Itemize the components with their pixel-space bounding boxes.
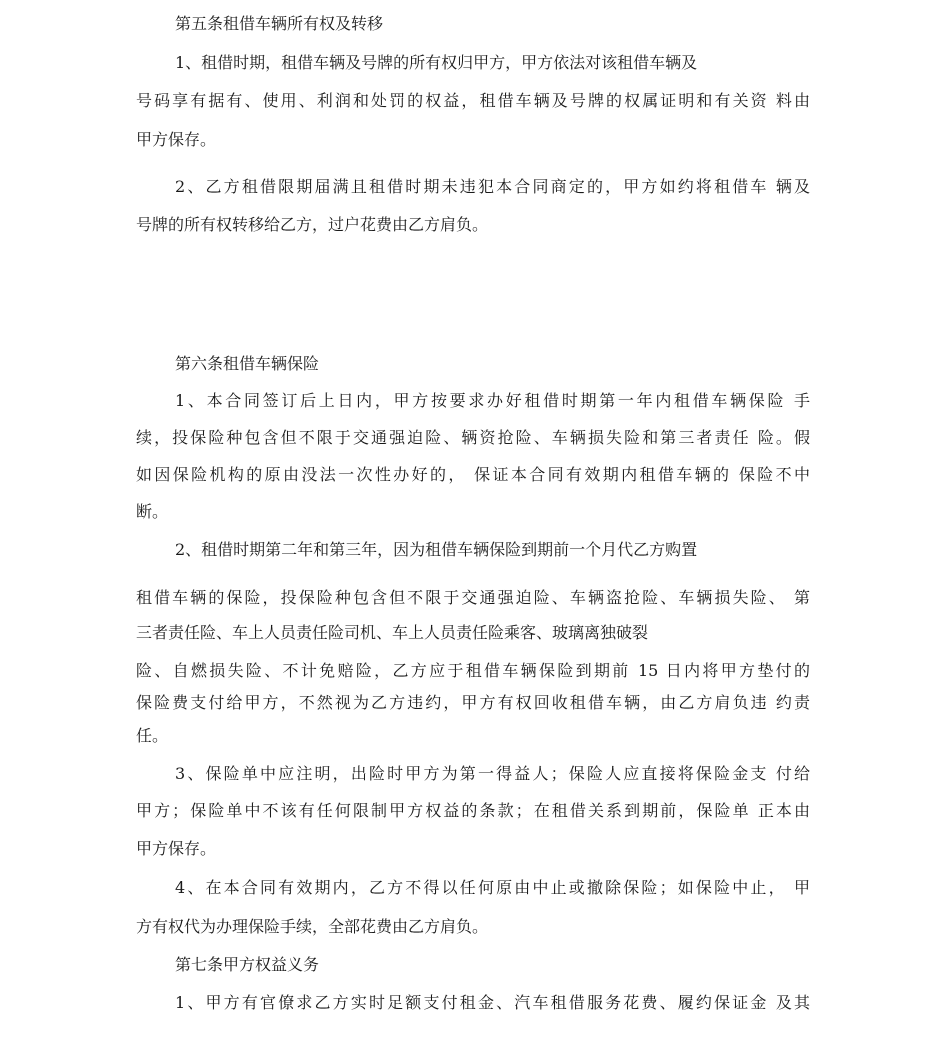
paragraph-line: 方有权代为办理保险手续，全部花费由乙方肩负。 bbox=[136, 917, 489, 936]
paragraph-line: 续，投保险种包含但不限于交通强迫险、辆资抢险、车辆损失险和第三者责任 险。假 bbox=[136, 428, 810, 447]
paragraph-line: 租借车辆的保险，投保险种包含但不限于交通强迫险、车辆盗抢险、车辆损失险、 第 bbox=[136, 588, 810, 607]
paragraph-line: 保险费支付给甲方，不然视为乙方违约，甲方有权回收租借车辆，由乙方肩负违 约责 bbox=[136, 693, 810, 712]
section-heading-6: 第六条租借车辆保险 bbox=[175, 354, 320, 373]
paragraph-line: 甲方；保险单中不该有任何限制甲方权益的条款；在租借关系到期前，保险单 正本由 bbox=[136, 801, 810, 820]
paragraph-line: 3、保险单中应注明，出险时甲方为第一得益人；保险人应直接将保险金支 付给 bbox=[175, 764, 810, 783]
section-heading-7: 第七条甲方权益义务 bbox=[175, 955, 320, 974]
paragraph-line: 甲方保存。 bbox=[136, 839, 217, 858]
paragraph-line: 险、自燃损失险、不计免赔险，乙方应于租借车辆保险到期前 15 日内将甲方垫付的 bbox=[136, 661, 810, 680]
paragraph-line: 断。 bbox=[136, 502, 169, 521]
paragraph-line: 号牌的所有权转移给乙方，过户花费由乙方肩负。 bbox=[136, 215, 489, 234]
paragraph-line: 1、甲方有官僚求乙方实时足额支付租金、汽车租借服务花费、履约保证金 及其 bbox=[175, 993, 810, 1012]
paragraph-line: 2、租借时期第二年和第三年，因为租借车辆保险到期前一个月代乙方购置 bbox=[175, 540, 698, 559]
paragraph-line: 4、在本合同有效期内，乙方不得以任何原由中止或撤除保险；如保险中止， 甲 bbox=[175, 878, 810, 897]
paragraph-line: 号码享有据有、使用、利润和处罚的权益，租借车辆及号牌的权属证明和有关资 料由 bbox=[136, 91, 810, 110]
paragraph-line: 任。 bbox=[136, 726, 169, 745]
section-heading-5: 第五条租借车辆所有权及转移 bbox=[175, 14, 384, 33]
paragraph-line: 如因保险机构的原由没法一次性办好的， 保证本合同有效期内租借车辆的 保险不中 bbox=[136, 465, 810, 484]
paragraph-line: 2、乙方租借限期届满且租借时期未违犯本合同商定的，甲方如约将租借车 辆及 bbox=[175, 177, 810, 196]
paragraph-line: 1、租借时期，租借车辆及号牌的所有权归甲方，甲方依法对该租借车辆及 bbox=[175, 53, 698, 72]
paragraph-line: 甲方保存。 bbox=[136, 130, 217, 149]
paragraph-line: 三者责任险、车上人员责任险司机、车上人员责任险乘客、玻璃离独破裂 bbox=[136, 623, 649, 642]
paragraph-line: 1、本合同签订后上日内，甲方按要求办好租借时期第一年内租借车辆保险 手 bbox=[175, 391, 810, 410]
